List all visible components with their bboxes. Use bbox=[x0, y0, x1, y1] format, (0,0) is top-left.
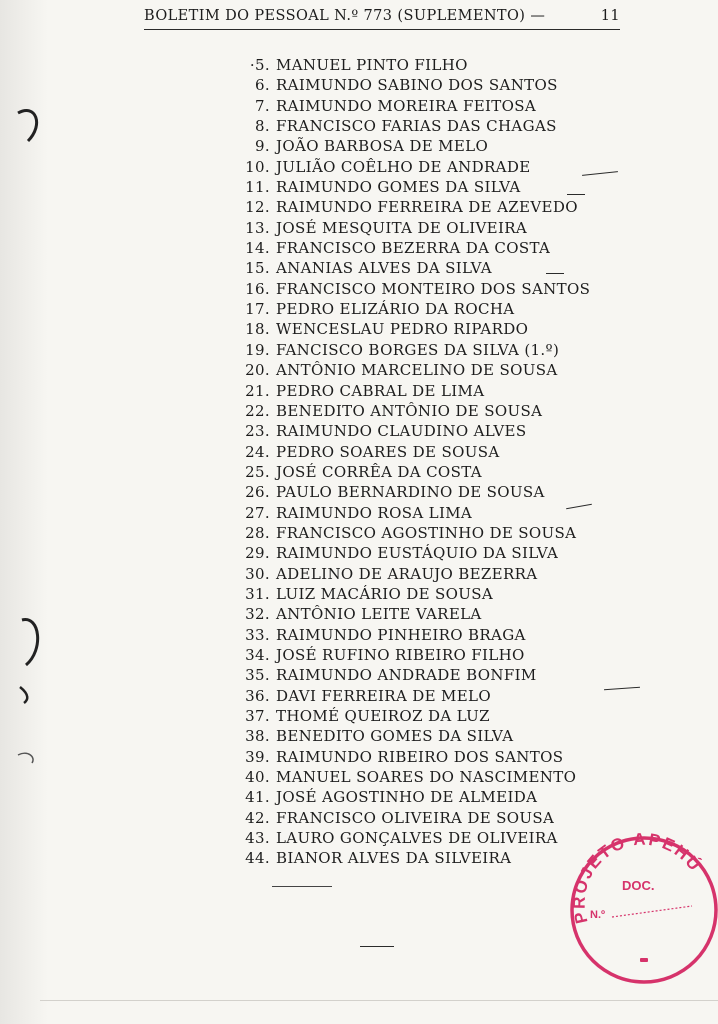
entry-name: RAIMUNDO ROSA LIMA bbox=[276, 503, 473, 522]
entry-name: MANUEL PINTO FILHO bbox=[276, 56, 468, 74]
entry-name: RAIMUNDO MOREIRA FEITOSA bbox=[276, 96, 537, 115]
list-item bbox=[228, 116, 628, 136]
entry-name: FRANCISCO OLIVEIRA DE SOUSA bbox=[276, 808, 555, 827]
list-item bbox=[228, 503, 628, 523]
entry-number: 16. bbox=[245, 279, 270, 298]
entry-number: 35. bbox=[245, 666, 270, 685]
list-item bbox=[228, 197, 628, 217]
entry-name: LAURO GONÇALVES DE OLIVEIRA bbox=[276, 829, 558, 848]
list-item bbox=[228, 767, 628, 787]
list-item bbox=[228, 604, 628, 624]
pen-mark bbox=[546, 273, 564, 274]
list-item bbox=[228, 523, 628, 543]
entry-number: 32. bbox=[245, 605, 270, 624]
entry-number: 27. bbox=[245, 503, 270, 522]
entry-number: 25. bbox=[245, 462, 270, 481]
entry-name: ADELINO DE ARAUJO BEZERRA bbox=[276, 564, 538, 583]
entry-name: DAVI FERREIRA DE MELO bbox=[276, 686, 492, 705]
entry-number: 22. bbox=[245, 401, 270, 420]
entry-number: 23. bbox=[245, 422, 270, 441]
list-item bbox=[228, 543, 628, 563]
list-item bbox=[228, 96, 628, 116]
entry-name: THOMÉ QUEIROZ DA LUZ bbox=[276, 707, 490, 725]
list-item bbox=[228, 218, 628, 238]
entry-number: 11. bbox=[245, 178, 270, 197]
header-title: BOLETIM DO PESSOAL N.º 773 (SUPLEMENTO) — bbox=[144, 8, 546, 24]
personnel-list bbox=[228, 55, 628, 869]
list-item bbox=[228, 564, 628, 584]
list-item bbox=[228, 584, 628, 604]
entry-number: 13. bbox=[245, 218, 270, 237]
list-item bbox=[228, 401, 628, 421]
binder-holes-decoration bbox=[14, 95, 44, 795]
list-item bbox=[228, 808, 628, 828]
entry-name: BENEDITO GOMES DA SILVA bbox=[276, 727, 514, 746]
entry-name: FRANCISCO BEZERRA DA COSTA bbox=[276, 239, 551, 258]
entry-name: JOSÉ AGOSTINHO DE ALMEIDA bbox=[276, 788, 538, 807]
entry-name: PAULO BERNARDINO DE SOUSA bbox=[276, 483, 545, 502]
list-item bbox=[228, 55, 628, 75]
list-item bbox=[228, 299, 628, 319]
entry-number: 44. bbox=[245, 849, 270, 868]
list-item bbox=[228, 482, 628, 502]
header-page-number: 11 bbox=[600, 8, 620, 24]
entry-name: RAIMUNDO FERREIRA DE AZEVEDO bbox=[276, 198, 578, 217]
entry-number: 43. bbox=[245, 829, 270, 848]
entry-number: 9. bbox=[254, 137, 270, 156]
entry-number: 20. bbox=[245, 361, 270, 380]
list-item bbox=[228, 319, 628, 339]
entry-number: 40. bbox=[245, 768, 270, 787]
list-item bbox=[228, 238, 628, 258]
entry-name: FANCISCO BORGES DA SILVA (1.º) bbox=[276, 340, 560, 359]
entry-number: 33. bbox=[245, 625, 270, 644]
entry-number: 12. bbox=[245, 198, 270, 217]
entry-number: 37. bbox=[245, 707, 270, 725]
entry-number: 10. bbox=[245, 157, 270, 176]
entry-number: 26. bbox=[245, 483, 270, 502]
entry-number: 14. bbox=[245, 239, 270, 258]
entry-number: 6. bbox=[254, 76, 270, 95]
list-item bbox=[228, 360, 628, 380]
list-item bbox=[228, 726, 628, 746]
entry-name: JULIÃO COÊLHO DE ANDRADE bbox=[276, 157, 531, 176]
entry-name: RAIMUNDO GOMES DA SILVA bbox=[276, 178, 521, 197]
list-item bbox=[228, 747, 628, 767]
entry-name: FRANCISCO AGOSTINHO DE SOUSA bbox=[276, 523, 577, 542]
entry-number: 15. bbox=[245, 259, 270, 278]
entry-name: FRANCISCO FARIAS DAS CHAGAS bbox=[276, 117, 557, 136]
entry-name: PEDRO CABRAL DE LIMA bbox=[276, 381, 485, 400]
entry-number: 8. bbox=[254, 117, 270, 136]
stamp-text: PROJETO APEHÚ bbox=[569, 829, 706, 926]
entry-number: 31. bbox=[245, 584, 270, 603]
entry-name: JOÃO BARBOSA DE MELO bbox=[276, 137, 489, 156]
entry-name: BIANOR ALVES DA SILVEIRA bbox=[276, 849, 512, 868]
list-item bbox=[228, 75, 628, 95]
list-item bbox=[228, 442, 628, 462]
list-item bbox=[228, 787, 628, 807]
archive-stamp bbox=[560, 826, 718, 986]
entry-name: MANUEL SOARES DO NASCIMENTO bbox=[276, 768, 577, 787]
entry-name: PEDRO SOARES DE SOUSA bbox=[276, 442, 500, 461]
list-item bbox=[228, 625, 628, 645]
page-bottom-edge bbox=[40, 1000, 718, 1001]
list-item bbox=[228, 462, 628, 482]
entry-number: 19. bbox=[245, 340, 270, 359]
list-item bbox=[228, 136, 628, 156]
entry-name: ANANIAS ALVES DA SILVA bbox=[276, 259, 492, 278]
entry-number: 28. bbox=[245, 523, 270, 542]
entry-name: RAIMUNDO SABINO DOS SANTOS bbox=[276, 76, 558, 95]
entry-number: 18. bbox=[245, 320, 270, 339]
entry-number: ·5. bbox=[249, 56, 270, 74]
pen-mark bbox=[360, 946, 394, 947]
stamp-doc-label: DOC. bbox=[622, 878, 655, 893]
entry-name: RAIMUNDO EUSTÁQUIO DA SILVA bbox=[276, 544, 559, 563]
entry-number: 29. bbox=[245, 544, 270, 563]
pen-mark bbox=[567, 194, 585, 195]
entry-number: 41. bbox=[245, 788, 270, 807]
entry-name: JOSÉ CORRÊA DA COSTA bbox=[276, 462, 482, 481]
list-item bbox=[228, 258, 628, 278]
entry-number: 7. bbox=[254, 96, 270, 115]
entry-number: 24. bbox=[245, 442, 270, 461]
entry-number: 17. bbox=[245, 300, 270, 319]
entry-number: 38. bbox=[245, 727, 270, 746]
list-item bbox=[228, 279, 628, 299]
list-item bbox=[228, 381, 628, 401]
entry-number: 39. bbox=[245, 747, 270, 766]
entry-name: LUIZ MACÁRIO DE SOUSA bbox=[276, 584, 494, 603]
entry-number: 36. bbox=[245, 686, 270, 705]
list-item bbox=[228, 665, 628, 685]
entry-name: JOSÉ MESQUITA DE OLIVEIRA bbox=[276, 218, 528, 237]
entry-number: 30. bbox=[245, 564, 270, 583]
list-item bbox=[228, 421, 628, 441]
page-header bbox=[144, 8, 620, 30]
entry-name: WENCESLAU PEDRO RIPARDO bbox=[276, 320, 529, 339]
entry-number: 34. bbox=[245, 645, 270, 664]
entry-name: RAIMUNDO ANDRADE BONFIM bbox=[276, 666, 537, 685]
list-item bbox=[228, 706, 628, 726]
list-end-rule bbox=[272, 886, 332, 887]
entry-name: FRANCISCO MONTEIRO DOS SANTOS bbox=[276, 279, 591, 298]
list-item bbox=[228, 157, 628, 177]
entry-name: ANTÔNIO LEITE VARELA bbox=[276, 605, 482, 624]
entry-name: PEDRO ELIZÁRIO DA ROCHA bbox=[276, 300, 515, 319]
entry-name: JOSÉ RUFINO RIBEIRO FILHO bbox=[276, 645, 525, 664]
list-item bbox=[228, 686, 628, 706]
list-item bbox=[228, 645, 628, 665]
list-item bbox=[228, 340, 628, 360]
entry-name: ANTÔNIO MARCELINO DE SOUSA bbox=[276, 361, 558, 380]
entry-number: 21. bbox=[245, 381, 270, 400]
entry-name: RAIMUNDO PINHEIRO BRAGA bbox=[276, 625, 526, 644]
entry-name: BENEDITO ANTÔNIO DE SOUSA bbox=[276, 401, 543, 420]
entry-name: RAIMUNDO RIBEIRO DOS SANTOS bbox=[276, 747, 564, 766]
entry-number: 42. bbox=[245, 808, 270, 827]
entry-name: RAIMUNDO CLAUDINO ALVES bbox=[276, 422, 527, 441]
stamp-number-label: N.º bbox=[590, 909, 606, 921]
